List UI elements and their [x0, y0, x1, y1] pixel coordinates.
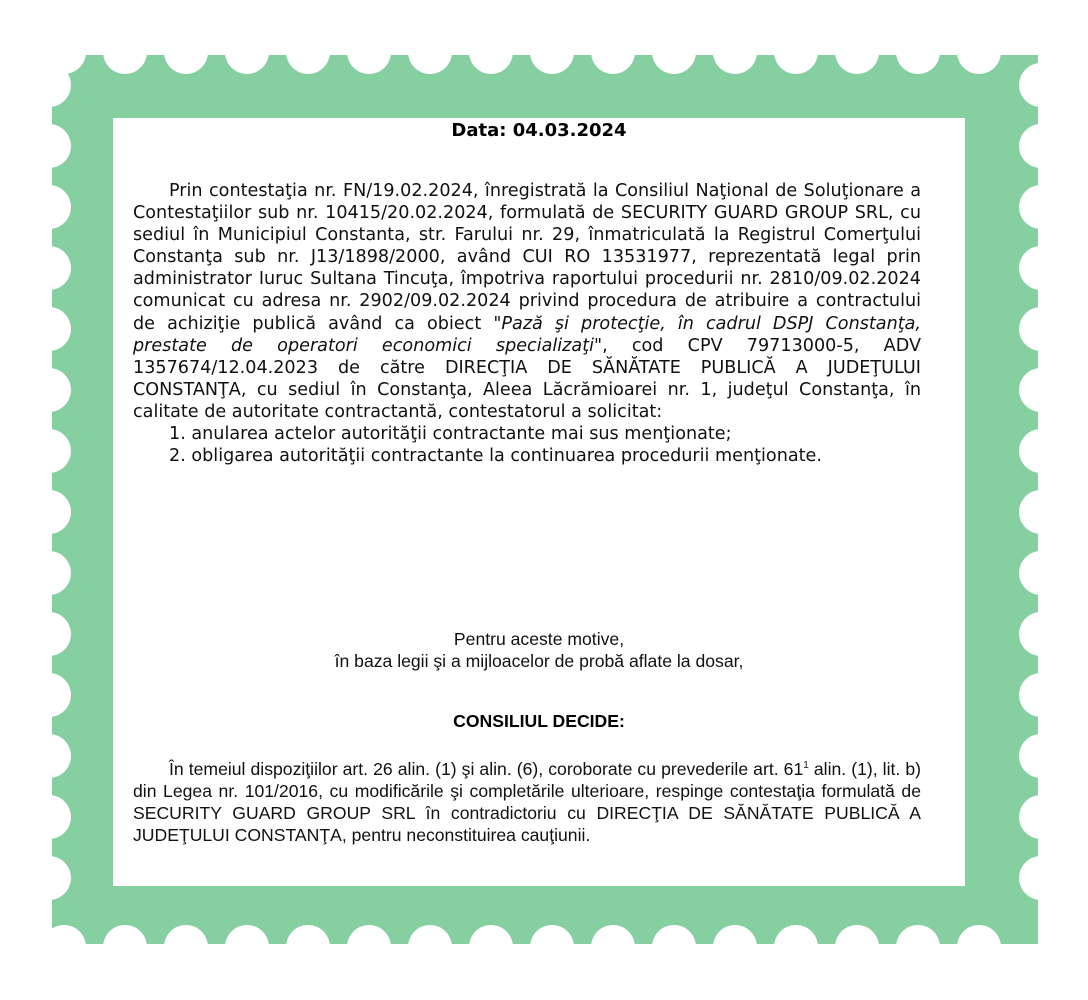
motives-line-1: Pentru aceste motive, [453, 629, 625, 649]
procurement-object: Pază şi protecţie, în cadrul DSPJ Constanţa, prestate de operatori economici specializaţi [133, 313, 921, 356]
paragraph-1-rest: ", cod CPV 79713000-5, ADV 1357674/12.04.2023 de către DIRECŢIA DE SĂNĂTATE PUBLICĂ A JUDEŢULUI CONSTANŢA, cu sediul în Constanţa, Aleea Lăcrămioarei nr. 1, judeţul Constanţa, în calitate de autoritate contractantă, contestatorul a solicitat: [133, 335, 921, 422]
decision-text-a: În temeiul dispoziţiilor art. 26 alin. (1) şi alin. (6), coroborate cu prevederile art. 61 [169, 759, 804, 779]
request-item-1: 1. anularea actelor autorităţii contractante mai sus menţionate; [169, 424, 732, 445]
paragraph-1-text: Prin contestaţia nr. FN/19.02.2024, înregistrată la Consiliul Naţional de Soluţionare a Contestaţiilor sub nr. 10415/20.02.2024, formulată de SECURITY GUARD GROUP SRL, cu sediul în Municipiul Constanta, str. Farului nr. 29, înmatriculată la Registrul Comerţului Constanţa sub nr. J13/1898/2000, având CUI RO 13531977, reprezentată legal prin administrator Iuruc Sultana Tincuţa, împotriva raportului procedurii nr. 2810/09.02.2024 comunicat cu adresa nr. 2902/09.02.2024 privind procedura de atribuire a contractului de achiziţie publică având ca obiect " [133, 181, 921, 334]
decision-text-b: alin. (1), lit. b) din Legea nr. 101/2016, cu modificările şi completările ulterioare, respinge contestaţia formulată de SECURITY GUARD GROUP SRL în contradictoriu cu DIRECŢIA DE SĂNĂTATE PUBLICĂ A JUDEŢULUI CONSTANŢA, pentru neconstituirea cauţiunii. [133, 759, 921, 846]
decision-paragraph [133, 758, 921, 846]
contestation-paragraph [133, 180, 921, 467]
motives-line-2: în baza legii şi a mijloacelor de probă aflate la dosar, [334, 651, 744, 671]
motives-block [113, 628, 965, 672]
request-item-2: 2. obligarea autorităţii contractante la continuarea procedurii menţionate. [169, 446, 822, 467]
document-date-title: Data: 04.03.2024 [451, 120, 627, 141]
decision-text [133, 758, 921, 846]
paragraph-1 [133, 180, 921, 423]
decision-heading: CONSILIUL DECIDE: [453, 711, 625, 731]
article-superscript: 1 [803, 760, 809, 772]
document-page [113, 118, 965, 886]
